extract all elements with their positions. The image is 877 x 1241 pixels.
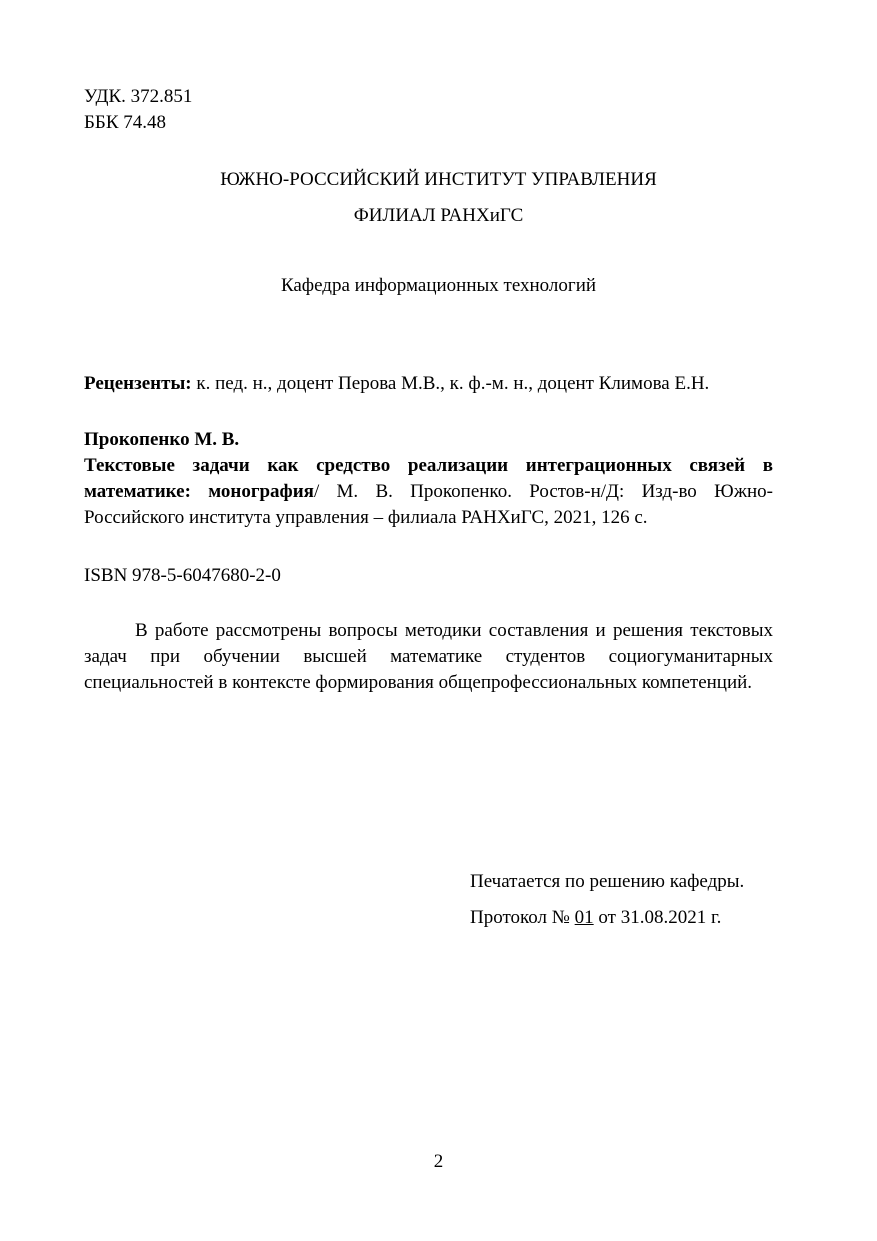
reviewers-line <box>84 371 709 397</box>
reviewers-text: к. пед. н., доцент Перова М.В., к. ф.-м. н., доцент Климова Е.Н. <box>191 373 710 394</box>
protocol-line <box>470 905 744 941</box>
classification-codes <box>84 84 192 136</box>
page-number: 2 <box>433 1151 444 1172</box>
protocol-number: 01 <box>574 907 594 928</box>
institution-name: ЮЖНО-РОССИЙСКИЙ ИНСТИТУТ УПРАВЛЕНИЯ <box>220 169 657 190</box>
abstract-paragraph: В работе рассмотрены вопросы методики составления и решения текстовых задач при обучении высшей математике студентов социогуманитарных специальностей в контексте формирования общепрофессиональных компетенций. <box>84 620 773 693</box>
approval-line: Печатается по решению кафедры. <box>470 871 745 892</box>
approval-note <box>470 869 744 941</box>
bib-citation <box>84 453 773 531</box>
udk-code: УДК. 372.851 <box>84 86 193 107</box>
protocol-suffix: от 31.08.2021 г. <box>593 907 722 928</box>
bib-details: / М. В. Прокопенко. Ростов-н/Д: Изд-во Южно-Российского института управления – филиала РАНХиГС, 2021, 126 с. <box>84 481 773 528</box>
bbk-code: ББК 74.48 <box>84 112 166 133</box>
department-name: Кафедра информационных технологий <box>280 275 597 296</box>
isbn: ISBN 978-5-6047680-2-0 <box>84 565 281 586</box>
institution-branch: ФИЛИАЛ РАНХиГС <box>353 205 524 226</box>
bib-author: Прокопенко М. В. <box>84 429 240 450</box>
bib-title: Текстовые задачи как средство реализации интеграционных связей в математике: монография <box>84 455 773 502</box>
bibliographic-record <box>84 427 773 531</box>
protocol-prefix: Протокол № <box>470 907 575 928</box>
reviewers-label: Рецензенты: <box>84 373 192 394</box>
